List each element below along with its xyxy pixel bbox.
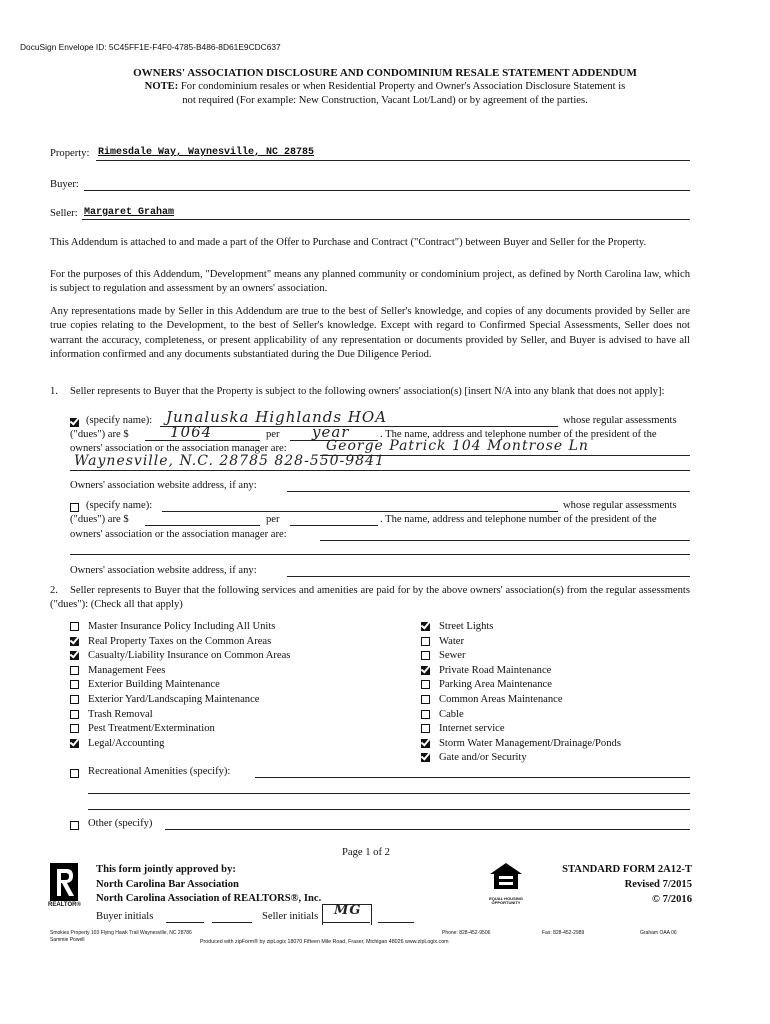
form-copyright: © 7/2016 [652, 894, 692, 905]
property-label: Property: [50, 148, 90, 159]
assoc1-manager-underline2 [70, 470, 690, 471]
page-title: OWNERS' ASSOCIATION DISCLOSURE AND CONDOMINIUM RESALE STATEMENT ADDENDUM [133, 67, 637, 79]
services-right-column: Street Lights Water Sewer Private Road Maintenance Parking Area Maintenance Common Areas Maintenance Cable Internet service Storm Water Management/Drainage/Ponds Gate and/or Security [421, 620, 691, 770]
realtor-logo [50, 863, 78, 901]
form-info [520, 862, 692, 907]
development-paragraph: For the purposes of this Addendum, "Development" means any planned community or condominium project, as defined by North Carolina law, which is subject to regulation and assessment by an owners' association. [50, 269, 690, 295]
service-checkbox[interactable] [70, 637, 79, 646]
assoc2-president-text: . The name, address and telephone number of the president of the [380, 514, 657, 525]
service-checkbox[interactable] [70, 651, 79, 660]
property-underline [96, 160, 690, 161]
document-name: Graham OAA 06 [640, 930, 677, 936]
recreational-label: Recreational Amenities (specify): [88, 766, 231, 777]
assoc2-whose-text: whose regular assessments [563, 500, 677, 511]
form-revised: Revised 7/2015 [624, 879, 692, 890]
realtors-association: North Carolina Association of REALTORS®, Inc. [96, 893, 322, 904]
service-checkbox[interactable] [421, 622, 430, 631]
property-field[interactable]: Rimesdale Way, Waynesville, NC 28785 [98, 147, 315, 158]
seller-initials-field-2[interactable] [378, 922, 414, 923]
assoc2-per-field[interactable] [290, 525, 378, 526]
assoc2-manager-field-line2[interactable] [70, 554, 690, 555]
assoc2-per-label: per [266, 514, 280, 525]
recreational-checkbox[interactable] [70, 769, 79, 778]
equal-housing-text: EQUAL HOUSING OPPORTUNITY [489, 896, 523, 905]
service-checkbox[interactable] [421, 651, 430, 660]
seller-initials-label: Seller initials [262, 911, 319, 922]
assoc1-name-label: (specify name): [86, 415, 153, 426]
recreational-field-line2[interactable] [88, 793, 690, 794]
service-checkbox[interactable] [70, 710, 79, 719]
assoc1-manager-field-line2[interactable]: Waynesville, N.C. 28785 828-550-9841 [74, 453, 385, 469]
assoc1-website-field[interactable] [287, 491, 690, 492]
service-checkbox[interactable] [421, 666, 430, 675]
representations-paragraph: Any representations made by Seller in this Addendum are true to the best of Seller's knowledge, and copies of any documents provided by Seller are true copies relating to the Development, to the best of Seller's knowledge. Except with regard to Confirmed Special Assessments, Seller does not warrant the accuracy, completeness, or present applicability of any representation or documents provided by Seller, and Buyer is advised to have all information confirmed and any documents substantiated during the Due Diligence Period. [50, 306, 690, 361]
service-checkbox[interactable] [421, 680, 430, 689]
other-field[interactable] [165, 829, 690, 830]
form-number: STANDARD FORM 2A12-T [562, 864, 692, 875]
assoc1-dues-label: ("dues") are $ [70, 429, 129, 440]
assoc2-manager-field[interactable] [320, 540, 690, 541]
assoc2-checkbox[interactable] [70, 503, 79, 512]
buyer-label: Buyer: [50, 179, 79, 190]
seller-field[interactable]: Margaret Graham [84, 207, 175, 218]
assoc2-name-field[interactable] [162, 511, 558, 512]
buyer-field[interactable] [84, 190, 690, 191]
assoc2-manager-label: owners' association or the association manager are: [70, 529, 287, 540]
phone-number: Phone: 828-452-9506 [442, 930, 491, 936]
recreational-field-line3[interactable] [88, 809, 690, 810]
assoc1-per-label: per [266, 429, 280, 440]
assoc1-president-text: . The name, address and telephone number of the president of the [380, 429, 657, 440]
note [0, 80, 770, 94]
assoc1-manager-label: owners' association or the association manager are: [70, 443, 287, 454]
produced-by: Produced with zipForm® by zipLogix 18070 Fifteen Mile Road, Fraser, Michigan 48026 www.zipLogix.com [200, 939, 449, 945]
seller-initials-field[interactable]: MG [334, 903, 362, 918]
services-left-column: Master Insurance Policy Including All Units Real Property Taxes on the Common Areas Casualty/Liability Insurance on Common Areas Management Fees Exterior Building Maintenance Exterior Yard/Landscaping Maintenance Trash Removal Pest Treatment/Extermination Legal/Accounting [70, 620, 400, 760]
approval-block [96, 863, 321, 907]
assoc2-website-field[interactable] [287, 576, 690, 577]
assoc1-per-field[interactable]: year [312, 423, 350, 441]
service-checkbox[interactable] [70, 666, 79, 675]
service-checkbox[interactable] [70, 622, 79, 631]
service-checkbox[interactable] [421, 724, 430, 733]
fax-number: Fax: 828-452-2989 [542, 930, 585, 936]
seller-label: Seller: [50, 208, 78, 219]
service-checkbox[interactable] [421, 753, 430, 762]
assoc1-whose-text: whose regular assessments [563, 415, 677, 426]
other-checkbox[interactable] [70, 821, 79, 830]
note-label: NOTE: [144, 81, 179, 92]
section1-number: 1. [50, 386, 58, 397]
approved-by: This form jointly approved by: [96, 864, 236, 875]
assoc1-manager-field[interactable]: George Patrick 104 Montrose Ln [326, 438, 589, 454]
assoc1-name-underline [160, 426, 558, 427]
service-checkbox[interactable] [421, 739, 430, 748]
assoc1-website-label: Owners' association website address, if any: [70, 480, 257, 491]
assoc1-dues-field[interactable]: 1064 [170, 423, 213, 441]
service-checkbox[interactable] [70, 680, 79, 689]
equal-housing-icon [488, 862, 524, 896]
service-checkbox[interactable] [421, 710, 430, 719]
assoc2-website-label: Owners' association website address, if any: [70, 565, 257, 576]
recreational-field[interactable] [255, 777, 690, 778]
assoc1-name-field[interactable]: Junaluska Highlands HOA [166, 408, 388, 426]
section2-text: Seller represents to Buyer that the following services and amenities are paid for by the above owners' association(s) from the regular assessments ("dues"): (Check all that apply) [50, 585, 690, 611]
service-checkbox[interactable] [70, 724, 79, 733]
buyer-initials-field-1[interactable] [166, 922, 204, 923]
assoc2-dues-field[interactable] [145, 525, 260, 526]
agent-name: Sammie Powell [50, 936, 85, 943]
equal-housing-logo [488, 862, 524, 896]
section1-text: Seller represents to Buyer that the Property is subject to the following owners' association(s) [insert N/A into any blank that does not apply]: [70, 386, 665, 397]
bar-association: North Carolina Bar Association [96, 878, 239, 890]
addendum-paragraph: This Addendum is attached to and made a part of the Offer to Purchase and Contract ("Contract") between Buyer and Seller for the Property. [50, 237, 647, 248]
page-number: Page 1 of 2 [342, 847, 390, 858]
note-line2: not required (For example: New Construction, Vacant Lot/Land) or by agreement of the parties. [182, 95, 588, 106]
realtor-r-icon [50, 863, 78, 901]
note-line1: For condominium resales or when Residential Property and Owner's Association Disclosure Statement is [180, 81, 626, 92]
service-checkbox[interactable] [70, 695, 79, 704]
service-checkbox[interactable] [421, 637, 430, 646]
assoc1-checkbox[interactable] [70, 418, 79, 427]
assoc2-dues-label: ("dues") are $ [70, 514, 129, 525]
other-label: Other (specify) [88, 818, 153, 829]
agency-address: Smokies Property 103 Flying Hawk Trail Waynesville, NC 28786 [50, 930, 192, 936]
seller-initials-underline [322, 922, 370, 923]
seller-underline [82, 219, 690, 220]
realtor-mark: REALTOR® [48, 902, 81, 908]
service-checkbox[interactable] [421, 695, 430, 704]
assoc2-name-label: (specify name): [86, 500, 153, 511]
service-checkbox[interactable] [70, 739, 79, 748]
envelope-id: DocuSign Envelope ID: 5C45FF1E-F4F0-4785-B486-8D61E9CDC637 [20, 42, 281, 52]
buyer-initials-field-2[interactable] [212, 922, 252, 923]
section2-number: 2. [50, 585, 58, 596]
buyer-initials-label: Buyer initials [96, 911, 154, 922]
agency-info [50, 930, 192, 943]
